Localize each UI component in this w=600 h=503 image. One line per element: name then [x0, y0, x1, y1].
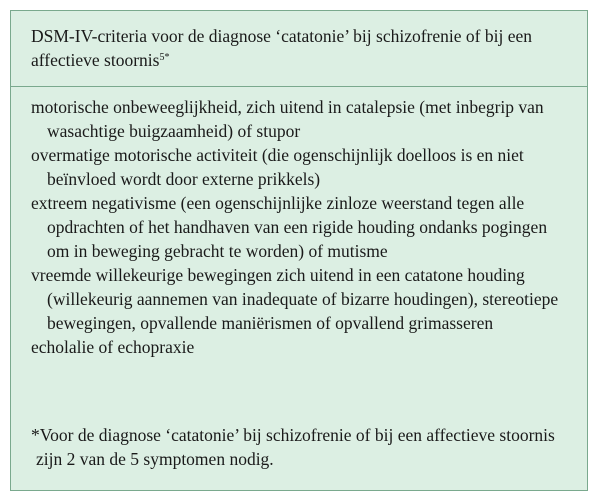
title-reference: 5* — [159, 52, 170, 63]
criterion-item: extreem negativisme (een ogenschijnlijke zinloze weerstand tegen alle opdrachten of het handhaven van een rigide houding ondanks pogingen om in beweging gebracht te worden) of mutisme — [31, 193, 548, 261]
criteria-table — [10, 10, 588, 491]
criterion-item: motorische onbeweeglijkheid, zich uitend in catalepsie (met inbegrip van wasachtige buigzaamheid) of stupor — [31, 97, 544, 141]
criterion-item: overmatige motorische activiteit (die ogenschijnlijk doelloos is en niet beïnvloed wordt door externe prikkels) — [31, 145, 524, 189]
criterion-item: echolalie of echopraxie — [31, 337, 195, 357]
table-header — [11, 11, 587, 87]
footnote-text: *Voor de diagnose ‘catatonie’ bij schizofrenie of bij een affectieve stoornis zijn 2 van de 5 symptomen nodig. — [31, 425, 555, 469]
table-footnote — [11, 423, 587, 471]
criterion-item: vreemde willekeurige bewegingen zich uitend in een catatone houding (willekeurig aannemen van inadequate of bizarre houdingen), stereotiepe bewegingen, opvallende maniërismen of opvallend grimasseren — [31, 265, 559, 333]
criteria-list — [11, 95, 587, 359]
table-title: DSM-IV-criteria voor de diagnose ‘catatonie’ bij schizofrenie of bij een affectieve stoornis — [31, 26, 532, 70]
